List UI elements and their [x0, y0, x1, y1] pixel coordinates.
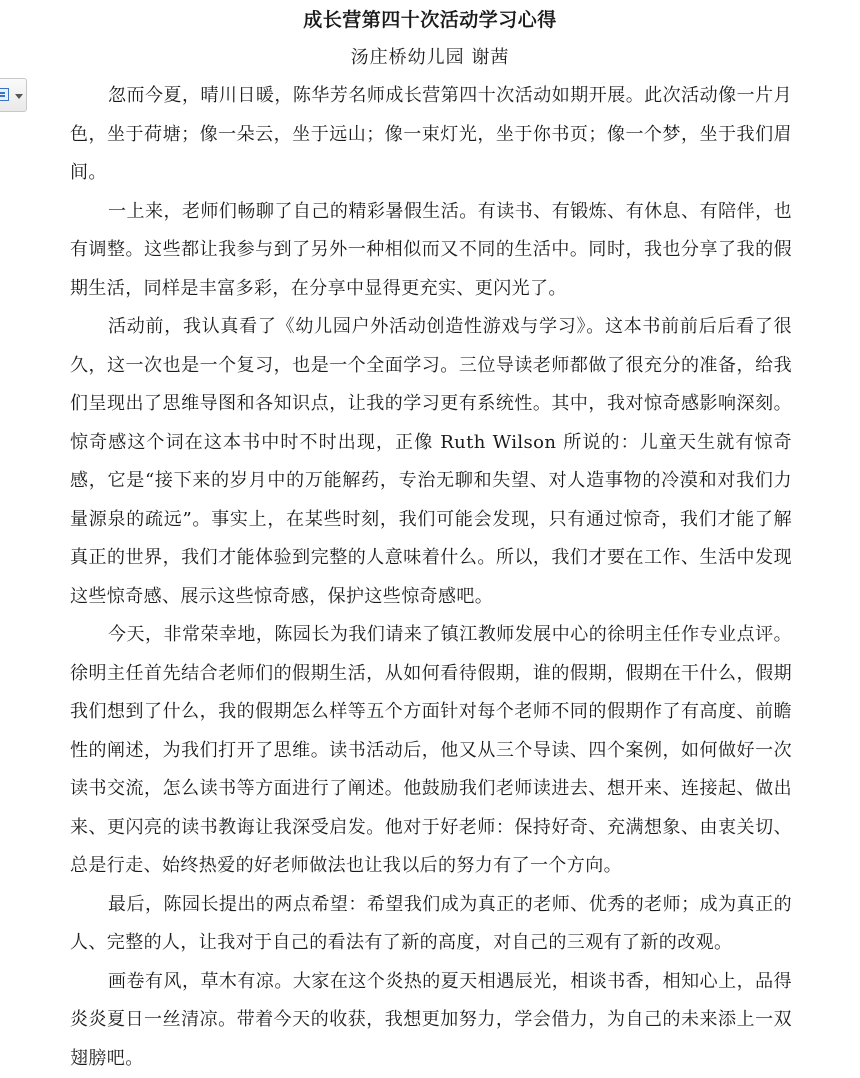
document-title: 成长营第四十次活动学习心得 — [303, 9, 557, 31]
paragraph: 一上来，老师们畅聊了自己的精彩暑假生活。有读书、有锻炼、有休息、有陪伴，也有调整。这些都让我参与到了另外一种相似而又不同的生活中。同时，我也分享了我的假期生活，同样是丰富多彩，在分享中显得更充实、更闪光了。 — [70, 200, 792, 299]
paragraph: 今天，非常荣幸地，陈园长为我们请来了镇江教师发展中心的徐明主任作专业点评。徐明主任首先结合老师们的假期生活，从如何看待假期，谁的假期，假期在干什么，假期我们想到了什么，我的假期怎么样等五个方面针对每个老师不同的假期作了有高度、前瞻性的阐述，为我们打开了思维。读书活动后，他又从三个导读、四个案例，如何做好一次读书交流，怎么读书等方面进行了阐述。他鼓励我们老师读进去、想开来、连接起、做出来、更闪亮的读书教诲让我深受启发。他对于好老师：保持好奇、充满想象、由衷关切、总是行走、始终热爱的好老师做法也让我以后的努力有了一个方向。 — [70, 624, 792, 876]
document-icon — [0, 88, 9, 101]
paragraph: 画卷有风，草木有凉。大家在这个炎热的夏天相遇辰光，相谈书香，相知心上，品得炎炎夏日一丝清凉。带着今天的收获，我想更加努力，学会借力，为自己的未来添上一双翅膀吧。 — [70, 970, 792, 1069]
document-body — [70, 77, 792, 1078]
chevron-down-icon[interactable] — [15, 94, 23, 99]
paragraph: 活动前，我认真看了《幼儿园户外活动创造性游戏与学习》。这本书前前后后看了很久，这一次也是一个复习，也是一个全面学习。三位导读老师都做了很充分的准备，给我们呈现出了思维导图和各知识点，让我的学习更有系统性。其中，我对惊奇感影响深刻。惊奇感这个词在这本书中时不时出现，正像 Ruth Wilson 所说的：儿童天生就有惊奇感，它是“接下来的岁月中的万能解药，专治无聊和失望、对人造事物的冷漠和对我们力量源泉的疏远”。事实上，在某些时刻，我们可能会发现，只有通过惊奇，我们才能了解真正的世界，我们才能体验到完整的人意味着什么。所以，我们才要在工作、生活中发现这些惊奇感、展示这些惊奇感，保护这些惊奇感吧。 — [70, 316, 792, 607]
paragraph: 忽而今夏，晴川日暖，陈华芳名师成长营第四十次活动如期开展。此次活动像一片月色，坐于荷塘；像一朵云，坐于远山；像一束灯光，坐于你书页；像一个梦，坐于我们眉间。 — [70, 85, 792, 183]
document-author: 汤庄桥幼儿园 谢茜 — [350, 47, 510, 68]
paragraph: 最后，陈园长提出的两点希望：希望我们成为真正的老师、优秀的老师；成为真正的人、完整的人，让我对于自己的看法有了新的高度，对自己的三观有了新的改观。 — [70, 893, 792, 953]
floating-toolbar-button[interactable] — [0, 78, 27, 112]
